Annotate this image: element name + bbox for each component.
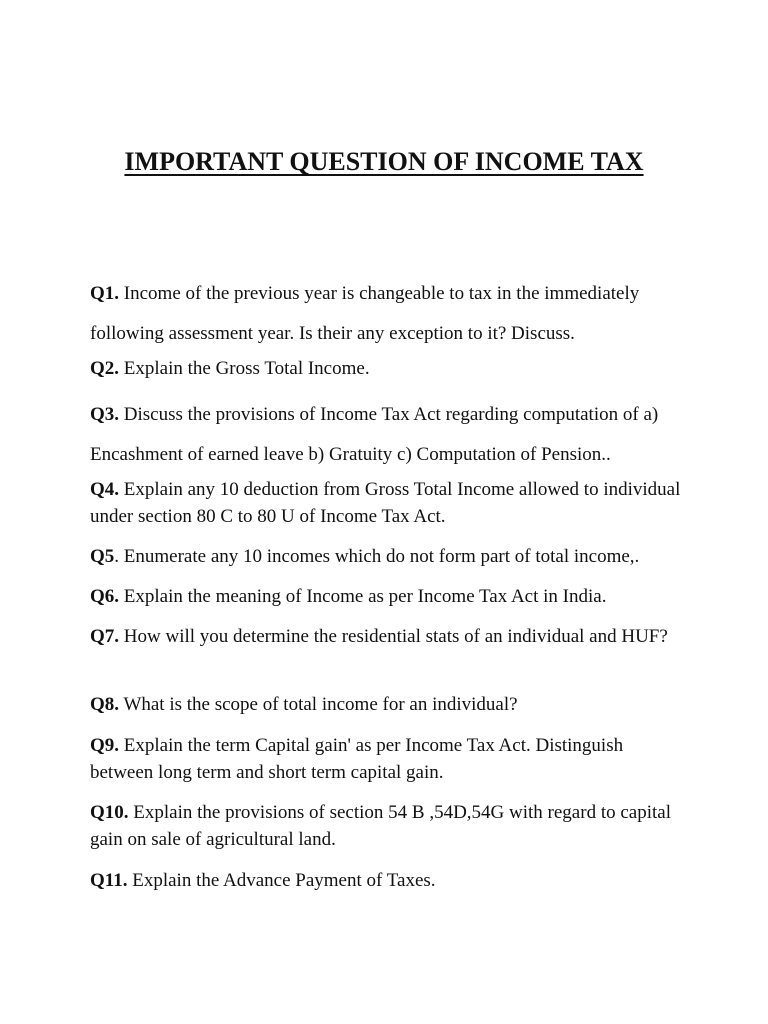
- question-number: Q7.: [90, 626, 120, 647]
- question-5: [90, 543, 690, 570]
- question-number: Q6.: [90, 586, 120, 607]
- question-8: [90, 691, 690, 718]
- question-2: [90, 355, 690, 382]
- question-text: Explain the meaning of Income as per Income Tax Act in India.: [119, 586, 607, 607]
- question-11: [90, 867, 690, 894]
- question-text: Discuss the provisions of Income Tax Act regarding computation of a) Encashment of earned leave b) Gratuity c) Computation of Pension..: [90, 404, 659, 465]
- question-text: . Enumerate any 10 incomes which do not form part of total income,.: [114, 546, 640, 567]
- question-1: [90, 274, 690, 354]
- question-text: How will you determine the residential stats of an individual and HUF?: [119, 626, 668, 647]
- question-text: Explain the provisions of section 54 B ,54D,54G with regard to capital gain on sale of agricultural land.: [90, 802, 671, 850]
- question-7: [90, 623, 690, 650]
- question-number: Q4.: [90, 479, 120, 500]
- question-10: [90, 799, 690, 853]
- question-text: What is the scope of total income for an individual?: [119, 694, 518, 715]
- question-number: Q10.: [90, 802, 129, 823]
- question-number: Q2.: [90, 358, 120, 379]
- question-6: [90, 583, 690, 610]
- question-number: Q5: [90, 546, 115, 567]
- question-text: Explain the Gross Total Income.: [119, 358, 370, 379]
- question-4: [90, 476, 690, 530]
- question-text: Income of the previous year is changeable to tax in the immediately following assessment year. Is their any exception to it? Discuss.: [90, 283, 640, 344]
- question-number: Q8.: [90, 694, 120, 715]
- question-number: Q11.: [90, 870, 128, 891]
- question-9: [90, 732, 690, 786]
- question-text: Explain the Advance Payment of Taxes.: [127, 870, 436, 891]
- question-text: Explain any 10 deduction from Gross Total Income allowed to individual under section 80 C to 80 U of Income Tax Act.: [90, 479, 681, 527]
- question-number: Q3.: [90, 404, 120, 425]
- question-text: Explain the term Capital gain' as per Income Tax Act. Distinguish between long term and short term capital gain.: [90, 735, 624, 783]
- question-number: Q9.: [90, 735, 120, 756]
- document-title: IMPORTANT QUESTION OF INCOME TAX: [124, 147, 644, 176]
- question-number: Q1.: [90, 283, 120, 304]
- question-3: [90, 395, 690, 475]
